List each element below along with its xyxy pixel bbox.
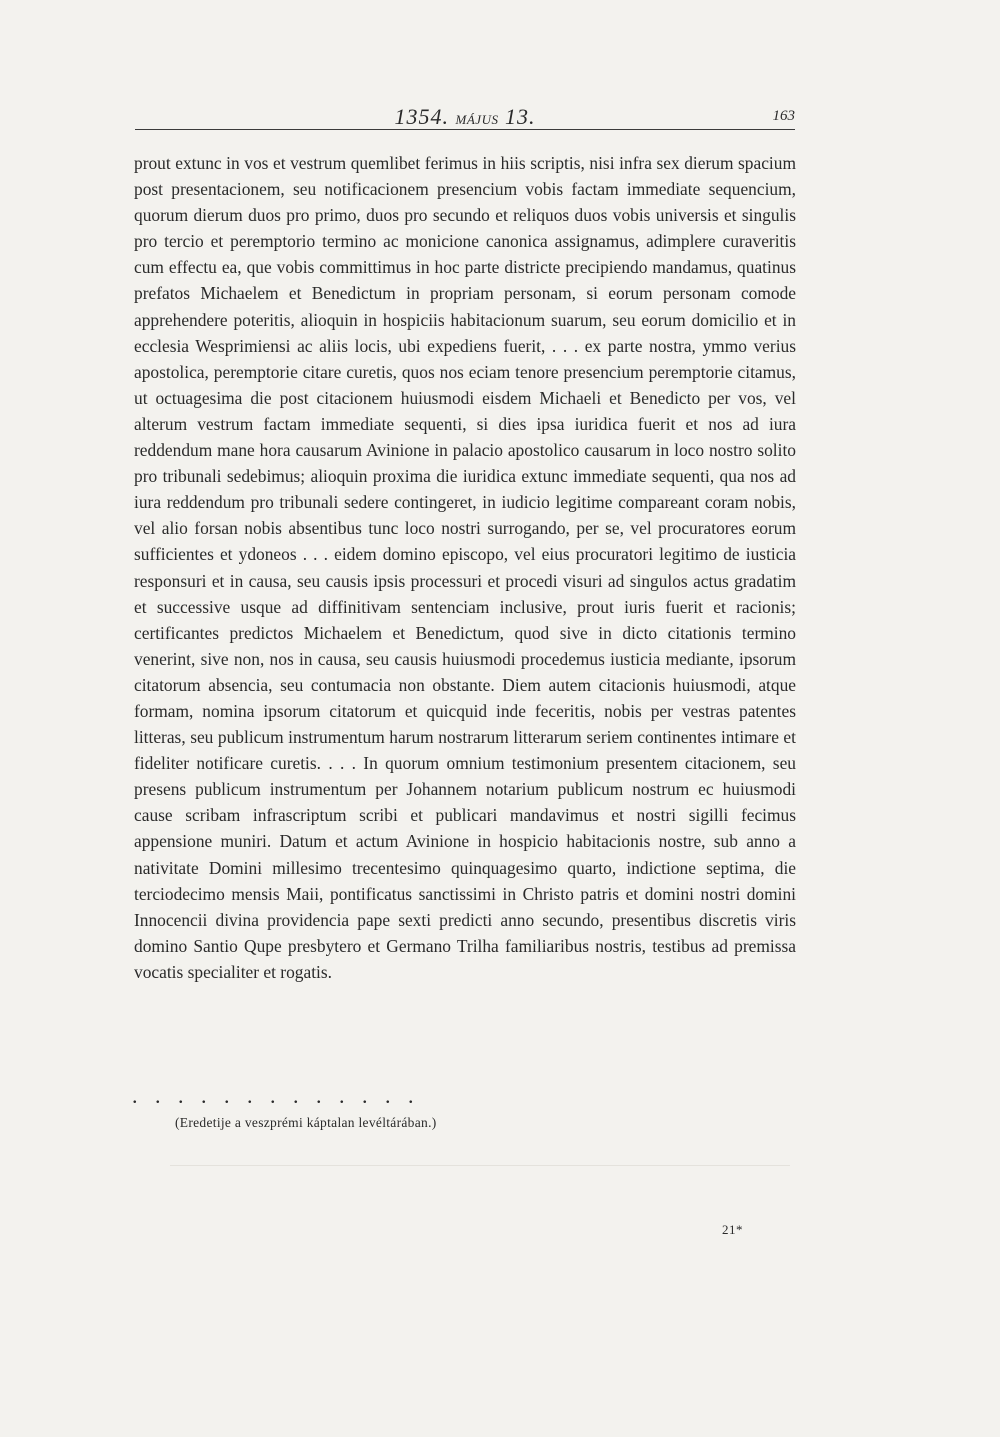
archive-source-note: (Eredetije a veszprémi káptalan levéltárában.) bbox=[175, 1115, 437, 1130]
running-head-title bbox=[135, 104, 795, 130]
page-number: 163 bbox=[772, 108, 795, 124]
charter-text: prout extunc in vos et vestrum quemlibet ferimus in hiis scriptis, nisi infra sex dierum spacium post presentacionem, seu notificacionem presencium vobis factam immediate sequencium, quorum dierum duos pro primo, duos pro secundo et reliquos duos vobis universis et singulis pro tercio et peremptorio termino ac monicione canonica assignamus, adimplere curaveritis cum effectu ea, que vobis committimus in hoc parte districte precipiendo mandamus, quatinus prefatos Michaelem et Benedictum in propriam personam, si eorum personam comode apprehendere poteritis, alioquin in hospiciis habitacionum suarum, seu eorum domicilio et in ecclesia Wesprimiensi ac aliis locis, ubi expediens fuerit, . . . ex parte nostra, ymmo verius apostolica, peremptorie citare curetis, quos nos eciam tenore presencium peremptorie citamus, ut octuagesima die post citacionem huiusmodi eisdem Michaeli et Benedicto per vos, vel alterum vestrum factam immediate sequenti, si dies ipsa iuridica fuerit et nos ad iura reddendum mane hora causarum Avinione in palacio apostolico causarum in loco nostro solito pro tribunali sedebimus; alioquin proxima die iuridica extunc immediate sequenti, qua nos ad iura reddendum pro tribunali sedere contingeret, in iudicio legitime compareant coram nobis, vel alio forsan nobis absentibus tunc loco nostri surrogando, per se, vel procuratores eorum sufficientes et ydoneos . . . eidem domino episcopo, vel eius procuratori legitimo de iusticia responsuri et in causa, seu causis ipsis processuri et procedi visuri ad singulos actus gradatim et successive usque ad diffinitivam sentenciam inclusive, prout iuris fuerit et racionis; certificantes predictos Michaelem et Benedictum, quod sive in dicto citationis termino venerint, sive non, nos in causa, seu causis huiusmodi procedemus iusticia mediante, ipsorum citatorum absencia, seu contumacia non obstante. Diem autem citacionis huiusmodi, atque formam, nomina ipsorum citatorum et quicquid inde feceritis, nobis per vestras patentes litteras, seu publicum instrumentum harum nostrarum litterarum seriem continentes intimare et fideliter notificare curetis. . . . In quorum omnium testimonium presentem citacionem, seu presens publicum instrumentum per Johannem notarium publicum nostrum ec huiusmodi cause scribam infrascriptum scribi et publicari mandavimus et nostri sigilli fecimus appensione muniri. Datum et actum Avinione in hospicio habitacionis nostre, sub anno a nativitate Domini millesimo trecentesimo quinquagesimo quarto, indictione septima, die terciodecimo mensis Maii, pontificatus sanctissimi in Christo patris et domini nostri domini Innocencii divina providencia pape sexti predicti anno secundo, presentibus discretis viris domino Santio Qupe presbytero et Germano Trilha familiaribus nostris, testibus ad premissa vocatis specialiter et rogatis. bbox=[134, 153, 796, 982]
head-year: 1354. bbox=[394, 104, 450, 129]
head-month: MÁJUS bbox=[455, 112, 499, 127]
running-head bbox=[135, 100, 795, 130]
omission-dots: . . . . . . . . . . . . . bbox=[132, 1083, 414, 1108]
bleed-through-rule bbox=[170, 1165, 790, 1166]
signature-mark: 21* bbox=[722, 1222, 743, 1237]
header-rule bbox=[135, 129, 795, 130]
head-day: 13. bbox=[504, 104, 536, 129]
